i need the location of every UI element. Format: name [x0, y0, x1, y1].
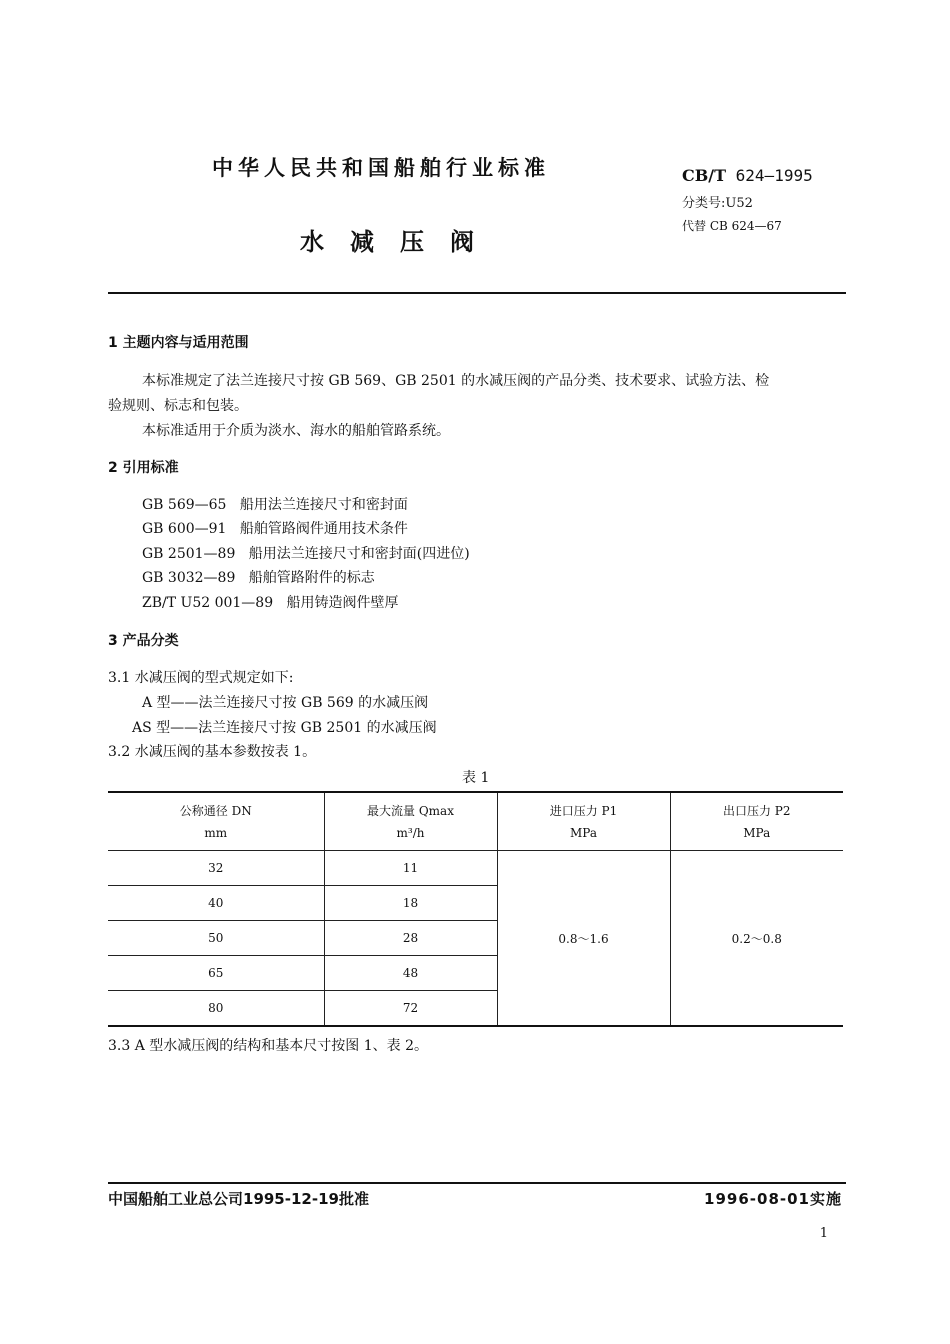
table-header-row — [108, 792, 843, 851]
reference-item: ZB/T U52 001—89 船用铸造阀件壁厚 — [142, 595, 399, 611]
page-number: 1 — [819, 1226, 828, 1241]
table-1-caption: 表 1 — [462, 770, 490, 786]
clause-3-2: 3.2 水减压阀的基本参数按表 1。 — [108, 744, 317, 760]
section-1-heading: 1 主题内容与适用范围 — [108, 335, 249, 351]
standard-org-title: 中华人民共和国船舶行业标准 — [212, 156, 550, 180]
reference-item: GB 2501—89 船用法兰连接尺寸和密封面(四进位) — [142, 546, 470, 562]
reference-item: GB 3032—89 船舶管路附件的标志 — [142, 570, 375, 586]
standard-code — [682, 166, 813, 185]
clause-3-3: 3.3 A 型水减压阀的结构和基本尺寸按图 1、表 2。 — [108, 1038, 428, 1054]
table-row — [108, 851, 843, 886]
cell-dn: 32 — [108, 851, 324, 886]
header-max-flow: 最大流量 Qmax m³/h — [324, 792, 497, 851]
cell-flow: 48 — [324, 956, 497, 991]
cell-dn: 50 — [108, 921, 324, 956]
cell-dn: 65 — [108, 956, 324, 991]
clause-3-1: 3.1 水减压阀的型式规定如下: — [108, 670, 294, 686]
type-as-definition: AS 型——法兰连接尺寸按 GB 2501 的水减压阀 — [132, 720, 437, 736]
cell-dn: 80 — [108, 991, 324, 1027]
document-title: 水减压阀 — [300, 228, 500, 256]
cell-flow: 28 — [324, 921, 497, 956]
cell-outlet-pressure-range: 0.2～0.8 — [670, 851, 843, 1027]
approval-note: 中国船舶工业总公司1995-12-19批准 — [108, 1190, 369, 1208]
type-a-definition: A 型——法兰连接尺寸按 GB 569 的水减压阀 — [142, 695, 429, 711]
code-number: 624—1995 — [735, 166, 813, 185]
footer-rule — [108, 1182, 846, 1184]
section-1-paragraph-1: 本标准规定了法兰连接尺寸按 GB 569、GB 2501 的水减压阀的产品分类、技术要求、试验方法、检 — [142, 373, 770, 389]
classification-number: 分类号:U52 — [682, 196, 753, 211]
code-prefix: CB/T — [682, 166, 727, 185]
section-3-heading: 3 产品分类 — [108, 633, 179, 649]
section-1-paragraph-1-cont: 验规则、标志和包装。 — [108, 398, 248, 414]
cell-dn: 40 — [108, 886, 324, 921]
replaces-note: 代替 CB 624—67 — [682, 219, 782, 233]
header-outlet-pressure: 出口压力 P2 MPa — [670, 792, 843, 851]
reference-item: GB 600—91 船舶管路阀件通用技术条件 — [142, 521, 408, 537]
cell-flow: 11 — [324, 851, 497, 886]
effective-date: 1996-08-01实施 — [704, 1190, 842, 1208]
header-rule — [108, 292, 846, 294]
cell-inlet-pressure-range: 0.8～1.6 — [497, 851, 670, 1027]
cell-flow: 18 — [324, 886, 497, 921]
reference-item: GB 569—65 船用法兰连接尺寸和密封面 — [142, 497, 408, 513]
section-1-paragraph-2: 本标准适用于介质为淡水、海水的船舶管路系统。 — [142, 423, 450, 439]
parameters-table — [108, 791, 843, 1027]
cell-flow: 72 — [324, 991, 497, 1027]
section-2-heading: 2 引用标准 — [108, 460, 179, 476]
header-inlet-pressure: 进口压力 P1 MPa — [497, 792, 670, 851]
header-nominal-diameter: 公称通径 DN mm — [108, 792, 324, 851]
